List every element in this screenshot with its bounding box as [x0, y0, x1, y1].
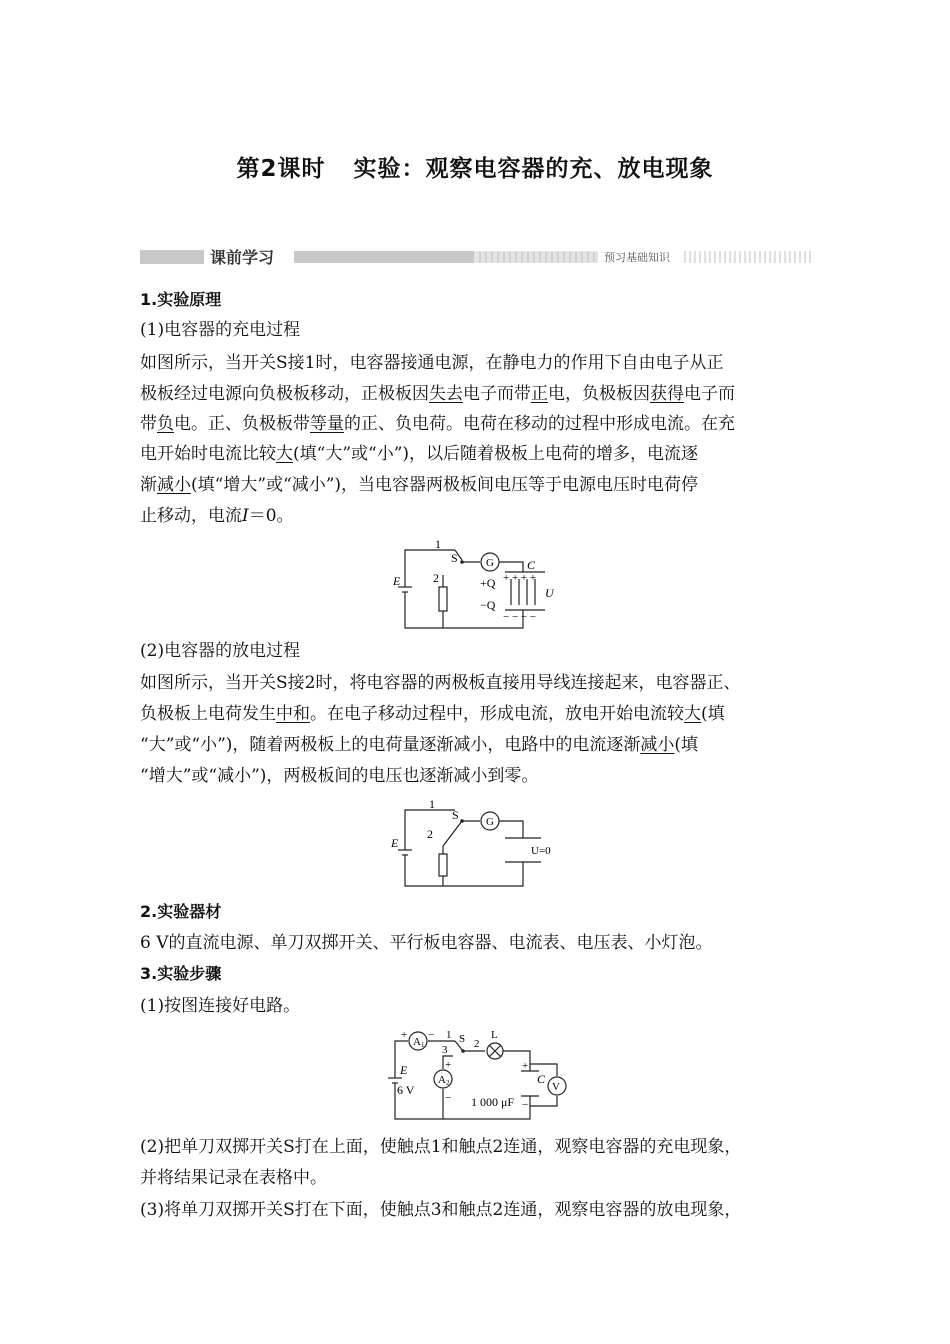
answer-blank: 正 [531, 384, 548, 404]
banner-right-text: 预习基础知识 [604, 251, 670, 264]
svg-text:1: 1 [446, 1029, 452, 1041]
svg-text:A: A [438, 1074, 446, 1086]
heading-equipment: 2.实验器材 [140, 902, 222, 921]
discharging-para-line: “大”或“小”)，随着两极板上的电荷量逐渐减小，电路中的电流逐渐减小(填 [140, 735, 699, 755]
answer-blank: 等量 [310, 414, 344, 434]
svg-text:L: L [491, 1029, 498, 1041]
svg-text:G: G [486, 816, 494, 828]
step-3-line: (3)将单刀双掷开关S打在下面，使触点3和触点2连通，观察电容器的放电现象， [140, 1200, 742, 1220]
equipment-text: 6 V的直流电源、单刀双掷开关、平行板电容器、电流表、电压表、小灯泡。 [140, 933, 713, 953]
svg-text:1: 1 [435, 537, 441, 551]
svg-text:− − − −: − − − − [503, 611, 537, 623]
step-2-line: 并将结果记录在表格中。 [140, 1168, 327, 1188]
page-title: 第2课时 实验：观察电容器的充、放电现象 [236, 156, 714, 182]
answer-blank: 减小 [157, 475, 191, 495]
charging-para-line: 极板经过电源向负极板移动，正极板因失去电子而带正电，负极板因获得电子而 [140, 384, 735, 404]
discharging-para-line: 如图所示，当开关S接2时，将电容器的两极板直接用导线连接起来，电容器正、 [140, 673, 741, 693]
charging-para-line: 电开始时电流比较大(填“大”或“小”)，以后随着极板上电荷的增多，电流逐 [140, 444, 699, 464]
svg-text:S: S [459, 1033, 466, 1045]
svg-text:A: A [413, 1036, 421, 1048]
svg-text:G: G [486, 557, 494, 569]
charging-para-line: 止移动，电流I＝0。 [140, 506, 294, 526]
svg-text:C: C [537, 1072, 546, 1086]
svg-text:3: 3 [442, 1044, 448, 1056]
svg-text:C: C [527, 558, 536, 572]
svg-text:V: V [552, 1081, 560, 1093]
svg-text:U: U [545, 586, 554, 600]
answer-blank: 中和 [276, 704, 310, 724]
svg-text:6 V: 6 V [397, 1083, 415, 1097]
svg-text:E: E [400, 1063, 408, 1077]
answer-blank: 大 [684, 704, 701, 724]
svg-text:S: S [451, 551, 458, 565]
svg-text:−: − [445, 1092, 452, 1104]
charging-para-line: 带负电。正、负极板带等量的正、负电荷。电荷在移动的过程中形成电流。在充 [140, 414, 735, 434]
svg-text:+: + [522, 1060, 529, 1072]
discharging-para-line: 负极板上电荷发生中和。在电子移动过程中，形成电流，放电开始电流较大(填 [140, 704, 725, 724]
svg-text:−: − [428, 1029, 435, 1041]
svg-text:1: 1 [421, 1041, 425, 1049]
svg-text:−Q: −Q [480, 598, 496, 612]
banner-left-text: 课前学习 [210, 248, 275, 267]
svg-text:S: S [452, 808, 459, 822]
charging-para-line: 渐减小(填“增大”或“减小”)，当电容器两极板间电压等于电源电压时电荷停 [140, 475, 699, 495]
discharging-para-line: “增大”或“减小”)，两极板间的电压也逐渐减小到零。 [140, 766, 539, 786]
svg-text:+Q: +Q [480, 576, 496, 590]
svg-text:+: + [445, 1059, 452, 1071]
subheading-charging: (1)电容器的充电过程 [140, 320, 301, 340]
answer-blank: 负 [157, 414, 174, 434]
svg-text:−: − [522, 1099, 529, 1111]
answer-blank: 获得 [650, 384, 684, 404]
step-1: (1)按图连接好电路。 [140, 996, 301, 1016]
answer-blank: 大 [276, 444, 293, 464]
svg-text:E: E [393, 574, 401, 588]
heading-principle: 1.实验原理 [140, 290, 222, 309]
svg-text:1: 1 [429, 798, 435, 811]
answer-blank: 失去 [429, 384, 463, 404]
section-banner [140, 246, 812, 268]
answer-blank: 减小 [640, 735, 675, 755]
svg-text:E: E [391, 836, 399, 850]
experiment-circuit-diagram [385, 1026, 575, 1126]
svg-text:2: 2 [433, 571, 439, 585]
heading-steps: 3.实验步骤 [140, 964, 222, 983]
svg-text:U=0: U=0 [531, 845, 551, 857]
discharging-circuit-diagram [385, 798, 565, 890]
step-2-line: (2)把单刀双掷开关S打在上面，使触点1和触点2连通，观察电容器的充电现象， [140, 1137, 742, 1157]
svg-text:1 000 μF: 1 000 μF [471, 1095, 515, 1109]
charging-circuit-diagram [385, 535, 565, 635]
svg-text:2: 2 [427, 827, 433, 841]
svg-text:+: + [401, 1029, 408, 1041]
svg-text:2: 2 [474, 1038, 480, 1050]
subheading-discharging: (2)电容器的放电过程 [140, 641, 301, 661]
svg-text:+ + + +: + + + + [503, 572, 537, 584]
charging-para-line: 如图所示，当开关S接1时，电容器接通电源，在静电力的作用下自由电子从正 [140, 353, 724, 373]
svg-text:2: 2 [446, 1079, 450, 1087]
